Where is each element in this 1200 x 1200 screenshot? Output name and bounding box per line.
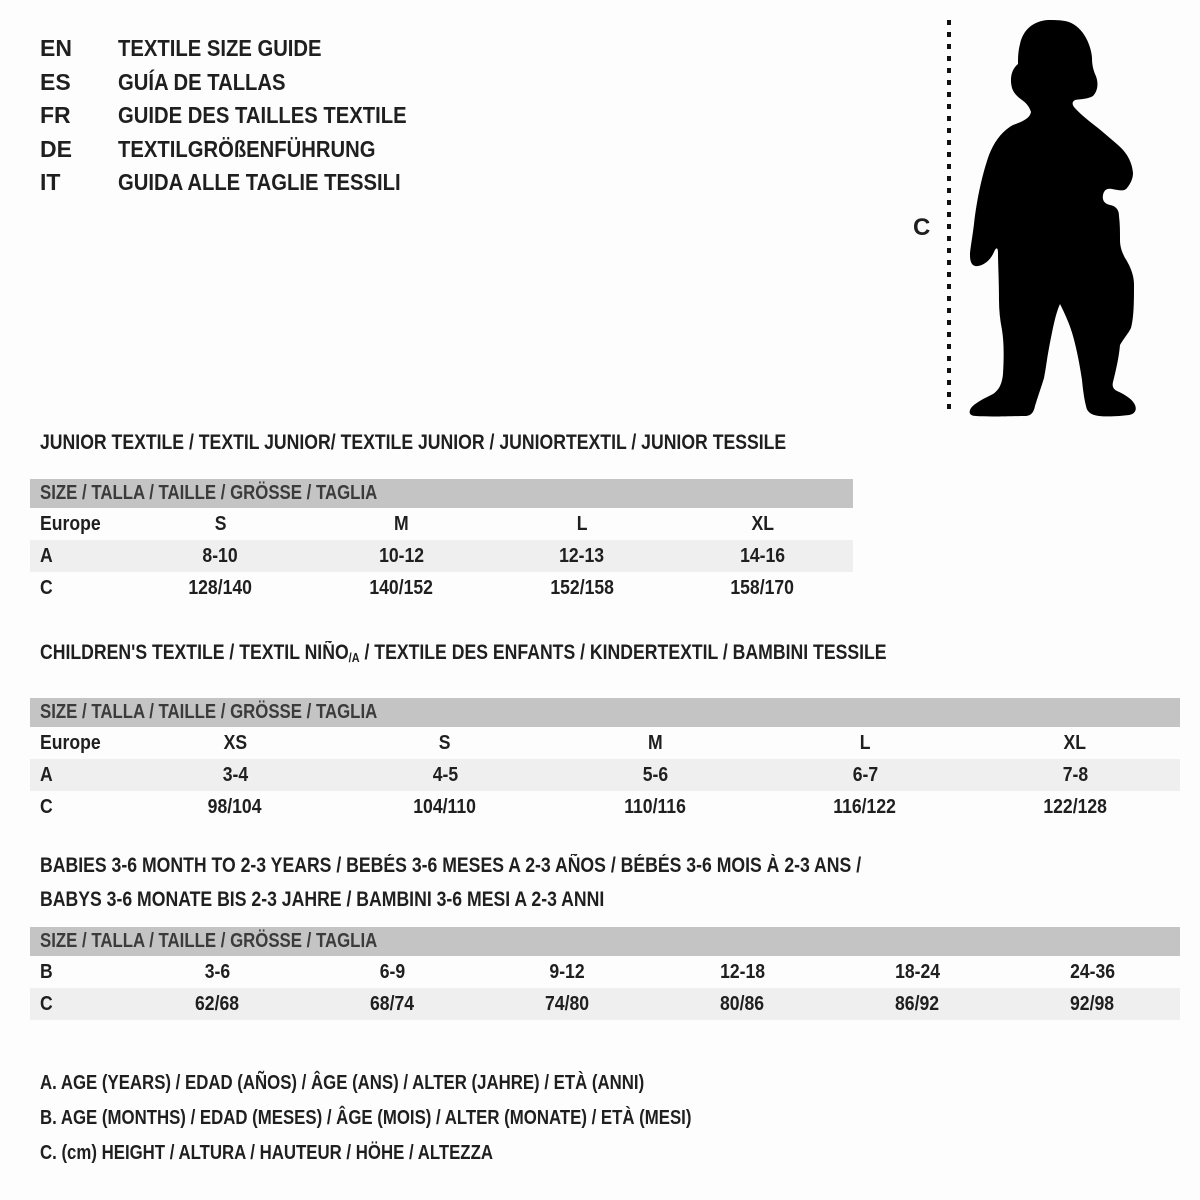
- language-row: [40, 166, 446, 200]
- language-row: [40, 66, 446, 100]
- cell-value: 12-13: [559, 544, 605, 567]
- cell-value: 9-12: [549, 960, 586, 983]
- cell-value: L: [576, 512, 588, 535]
- table-cell: [311, 577, 492, 600]
- table-cell: [130, 796, 340, 819]
- size-table: [30, 727, 1180, 823]
- table-cell: [672, 577, 853, 600]
- title-post: / TEXTILE DES ENFANTS / KINDERTEXTIL / BAMBINI TESSILE: [359, 641, 887, 664]
- table-cell: [492, 545, 673, 568]
- row-label-cell: [30, 732, 130, 755]
- table-cell: [311, 513, 492, 536]
- cell-value: 152/158: [550, 576, 614, 599]
- cell-value: 12-18: [719, 960, 766, 983]
- cell-value: M: [647, 731, 663, 754]
- title-pre: CHILDREN'S TEXTILE / TEXTIL NIÑO: [40, 641, 349, 664]
- cell-value: M: [393, 512, 409, 535]
- cell-value: S: [439, 731, 451, 754]
- section-title-text: JUNIOR TEXTILE / TEXTIL JUNIOR/ TEXTILE JUNIOR / JUNIORTEXTIL / JUNIOR TESSILE: [40, 431, 787, 454]
- table-cell: [970, 732, 1180, 755]
- language-row: [40, 99, 446, 133]
- table-cell: [130, 961, 305, 984]
- table-cell: [130, 764, 340, 787]
- footnote-text: A. AGE (YEARS) / EDAD (AÑOS) / ÂGE (ANS) / ALTER (JAHRE) / ETÀ (ANNI): [40, 1072, 645, 1094]
- size-header-bar: [30, 479, 853, 508]
- height-measure-figure: [905, 12, 1160, 422]
- table-cell: [550, 796, 760, 819]
- cell-value: 6-7: [852, 763, 878, 786]
- table-cell: [305, 961, 480, 984]
- cell-value: 7-8: [1062, 763, 1088, 786]
- footnote-c: [40, 1136, 816, 1171]
- row-label-cell: [30, 796, 130, 819]
- row-label: C: [40, 576, 53, 599]
- footnote-text: B. AGE (MONTHS) / EDAD (MESES) / ÂGE (MOIS) / ALTER (MONATE) / ETÀ (MESI): [40, 1107, 692, 1129]
- cell-value: 128/140: [188, 576, 253, 599]
- size-header-text: SIZE / TALLA / TAILLE / GRÖSSE / TAGLIA: [40, 930, 378, 952]
- cell-value: 116/122: [833, 795, 897, 818]
- size-header-bar: [30, 698, 1180, 727]
- table-cell: [760, 732, 970, 755]
- cell-value: 158/170: [730, 576, 795, 599]
- section-title: [40, 430, 853, 456]
- row-label-cell: [30, 993, 130, 1016]
- measure-footnotes: [40, 1066, 816, 1171]
- language-guide-title: TEXTILGRÖßENFÜHRUNG: [118, 135, 376, 162]
- cell-value: 5-6: [642, 763, 668, 786]
- cell-value: 24-36: [1069, 960, 1116, 983]
- row-label: Europe: [40, 512, 101, 535]
- size-table: [30, 508, 853, 604]
- cell-value: XS: [223, 731, 247, 754]
- cell-value: 74/80: [545, 992, 590, 1015]
- row-label-cell: [30, 577, 130, 600]
- cell-value: 10-12: [378, 544, 424, 567]
- cell-value: 62/68: [195, 992, 240, 1015]
- table-row: [30, 759, 1180, 791]
- row-label-cell: [30, 764, 130, 787]
- title-subscript: /A: [348, 650, 360, 665]
- table-cell: [311, 545, 492, 568]
- table-row: [30, 727, 1180, 759]
- table-cell: [672, 513, 853, 536]
- footnote-text: C. (cm) HEIGHT / ALTURA / HAUTEUR / HÖHE / ALTEZZA: [40, 1142, 493, 1164]
- footnote-a: [40, 1066, 816, 1101]
- cell-value: 3-6: [204, 960, 231, 983]
- cell-value: 140/152: [369, 576, 433, 599]
- table-cell: [1005, 961, 1180, 984]
- babies-textile-section: [30, 849, 1180, 1020]
- table-cell: [1005, 993, 1180, 1016]
- language-guide-title: GUIDA ALLE TAGLIE TESSILI: [118, 169, 401, 196]
- table-cell: [492, 513, 673, 536]
- footnote-b: [40, 1101, 816, 1136]
- table-cell: [340, 764, 550, 787]
- table-cell: [130, 577, 311, 600]
- cell-value: 80/86: [720, 992, 765, 1015]
- cell-value: 92/98: [1070, 992, 1115, 1015]
- row-label: C: [40, 992, 53, 1015]
- section-title: [40, 640, 1180, 671]
- table-cell: [550, 764, 760, 787]
- language-code: IT: [40, 169, 61, 196]
- size-header-bar: [30, 927, 1180, 956]
- section-title-text: BABYS 3-6 MONATE BIS 2-3 JAHRE / BAMBINI 3-6 MESI A 2-3 ANNI: [40, 888, 605, 911]
- row-label: A: [40, 544, 53, 567]
- cell-value: 110/116: [624, 795, 686, 818]
- table-cell: [130, 993, 305, 1016]
- height-measure-label: C: [913, 214, 931, 241]
- cell-value: 14-16: [740, 544, 786, 567]
- language-code: DE: [40, 135, 72, 162]
- cell-value: XL: [1063, 731, 1087, 754]
- table-cell: [492, 577, 673, 600]
- table-cell: [760, 764, 970, 787]
- table-cell: [672, 545, 853, 568]
- language-row: [40, 133, 446, 167]
- size-header-text: SIZE / TALLA / TAILLE / GRÖSSE / TAGLIA: [40, 482, 378, 504]
- table-row: [30, 956, 1180, 988]
- cell-value: S: [214, 512, 227, 535]
- table-cell: [760, 796, 970, 819]
- table-cell: [970, 764, 1180, 787]
- language-guide-title: GUÍA DE TALLAS: [118, 68, 286, 95]
- table-cell: [480, 993, 655, 1016]
- row-label-cell: [30, 961, 130, 984]
- cell-value: 8-10: [202, 544, 238, 567]
- language-guide-list: [40, 32, 446, 200]
- table-cell: [130, 545, 311, 568]
- size-table: [30, 956, 1180, 1020]
- cell-value: L: [859, 731, 871, 754]
- section-title-line2: [40, 883, 1180, 917]
- row-label-cell: [30, 545, 130, 568]
- children-textile-section: [30, 640, 1180, 823]
- row-label: A: [40, 763, 53, 786]
- table-cell: [830, 961, 1005, 984]
- baby-silhouette: [970, 20, 1136, 416]
- section-title-text: [40, 640, 887, 671]
- table-cell: [130, 513, 311, 536]
- table-cell: [830, 993, 1005, 1016]
- cell-value: 86/92: [895, 992, 940, 1015]
- table-cell: [970, 796, 1180, 819]
- cell-value: 104/110: [413, 795, 477, 818]
- cell-value: 68/74: [370, 992, 415, 1015]
- row-label: B: [40, 960, 53, 983]
- table-row: [30, 988, 1180, 1020]
- table-cell: [340, 796, 550, 819]
- table-cell: [550, 732, 760, 755]
- language-row: [40, 32, 446, 66]
- table-cell: [130, 732, 340, 755]
- table-cell: [655, 993, 830, 1016]
- junior-textile-section: [30, 430, 853, 604]
- language-guide-title: GUIDE DES TAILLES TEXTILE: [118, 102, 407, 129]
- table-cell: [305, 993, 480, 1016]
- language-code: ES: [40, 68, 71, 95]
- language-code: EN: [40, 35, 72, 62]
- cell-value: 122/128: [1043, 795, 1107, 818]
- row-label: Europe: [40, 731, 101, 754]
- cell-value: 18-24: [894, 960, 941, 983]
- table-row: [30, 540, 853, 572]
- section-title-text: BABIES 3-6 MONTH TO 2-3 YEARS / BEBÉS 3-6 MESES A 2-3 AÑOS / BÉBÉS 3-6 MOIS À 2-3 ANS /: [40, 854, 862, 877]
- cell-value: 4-5: [432, 763, 458, 786]
- table-cell: [655, 961, 830, 984]
- language-guide-title: TEXTILE SIZE GUIDE: [118, 35, 322, 62]
- cell-value: XL: [751, 512, 774, 535]
- table-cell: [480, 961, 655, 984]
- cell-value: 98/104: [208, 795, 262, 818]
- table-row: [30, 791, 1180, 823]
- cell-value: 6-9: [379, 960, 406, 983]
- row-label: C: [40, 795, 53, 818]
- section-title-line1: [40, 849, 1180, 883]
- row-label-cell: [30, 513, 130, 536]
- table-row: [30, 572, 853, 604]
- table-row: [30, 508, 853, 540]
- table-cell: [340, 732, 550, 755]
- cell-value: 3-4: [222, 763, 248, 786]
- language-code: FR: [40, 102, 71, 129]
- size-header-text: SIZE / TALLA / TAILLE / GRÖSSE / TAGLIA: [40, 701, 378, 723]
